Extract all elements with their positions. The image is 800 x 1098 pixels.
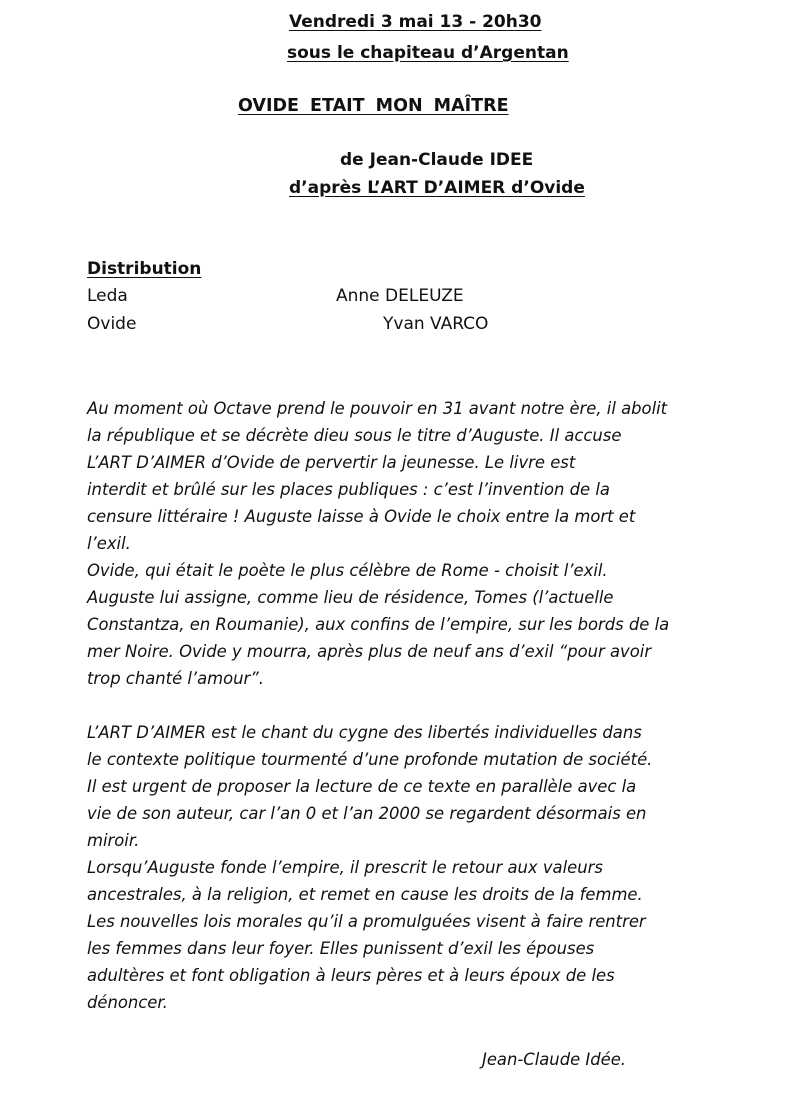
- source-line: d’après L’ART D’AIMER d’Ovide: [289, 178, 585, 198]
- paragraph-line: Les nouvelles lois morales qu’il a promulguées visent à faire rentrer: [87, 912, 646, 931]
- paragraph-line: interdit et brûlé sur les places publiques : c’est l’invention de la: [87, 480, 610, 499]
- paragraph-line: l’exil.: [87, 534, 131, 553]
- paragraph-line: la république et se décrète dieu sous le titre d’Auguste. Il accuse: [87, 426, 622, 445]
- distribution-heading: Distribution: [87, 259, 202, 279]
- paragraph-line: trop chanté l’amour”.: [87, 669, 264, 688]
- body-paragraph-2: [87, 719, 737, 1016]
- paragraph-line: Il est urgent de proposer la lecture de ce texte en parallèle avec la: [87, 777, 637, 796]
- paragraph-line: adultères et font obligation à leurs pères et à leurs époux de les: [87, 966, 615, 985]
- paragraph-line: mer Noire. Ovide y mourra, après plus de neuf ans d’exil “pour avoir: [87, 642, 652, 661]
- cast-actor-leda: Anne DELEUZE: [336, 286, 464, 306]
- signature: Jean-Claude Idée.: [482, 1050, 627, 1069]
- paragraph-line: Lorsqu’Auguste fonde l’empire, il prescrit le retour aux valeurs: [87, 858, 603, 877]
- paragraph-line: miroir.: [87, 831, 140, 850]
- paragraph-line: censure littéraire ! Auguste laisse à Ovide le choix entre la mort et: [87, 507, 636, 526]
- play-title: OVIDE ETAIT MON MAÎTRE: [238, 96, 509, 116]
- cast-actor-ovide: Yvan VARCO: [383, 314, 489, 334]
- paragraph-line: L’ART D’AIMER est le chant du cygne des libertés individuelles dans: [87, 723, 642, 742]
- venue-line: sous le chapiteau d’Argentan: [287, 43, 569, 63]
- date-line: Vendredi 3 mai 13 - 20h30: [289, 12, 542, 32]
- body-paragraph-1: [87, 395, 737, 692]
- author-line: de Jean-Claude IDEE: [340, 150, 534, 170]
- paragraph-line: Au moment où Octave prend le pouvoir en 31 avant notre ère, il abolit: [87, 399, 668, 418]
- paragraph-line: Ovide, qui était le poète le plus célèbre de Rome - choisit l’exil.: [87, 561, 608, 580]
- cast-role-leda: Leda: [87, 286, 128, 306]
- paragraph-line: Constantza, en Roumanie), aux confins de l’empire, sur les bords de la: [87, 615, 670, 634]
- paragraph-line: vie de son auteur, car l’an 0 et l’an 2000 se regardent désormais en: [87, 804, 647, 823]
- paragraph-line: Auguste lui assigne, comme lieu de résidence, Tomes (l’actuelle: [87, 588, 614, 607]
- paragraph-line: ancestrales, à la religion, et remet en cause les droits de la femme.: [87, 885, 643, 904]
- paragraph-line: dénoncer.: [87, 993, 168, 1012]
- paragraph-line: L’ART D’AIMER d’Ovide de pervertir la jeunesse. Le livre est: [87, 453, 576, 472]
- cast-role-ovide: Ovide: [87, 314, 137, 334]
- paragraph-line: les femmes dans leur foyer. Elles punissent d’exil les épouses: [87, 939, 595, 958]
- paragraph-line: le contexte politique tourmenté d’une profonde mutation de société.: [87, 750, 653, 769]
